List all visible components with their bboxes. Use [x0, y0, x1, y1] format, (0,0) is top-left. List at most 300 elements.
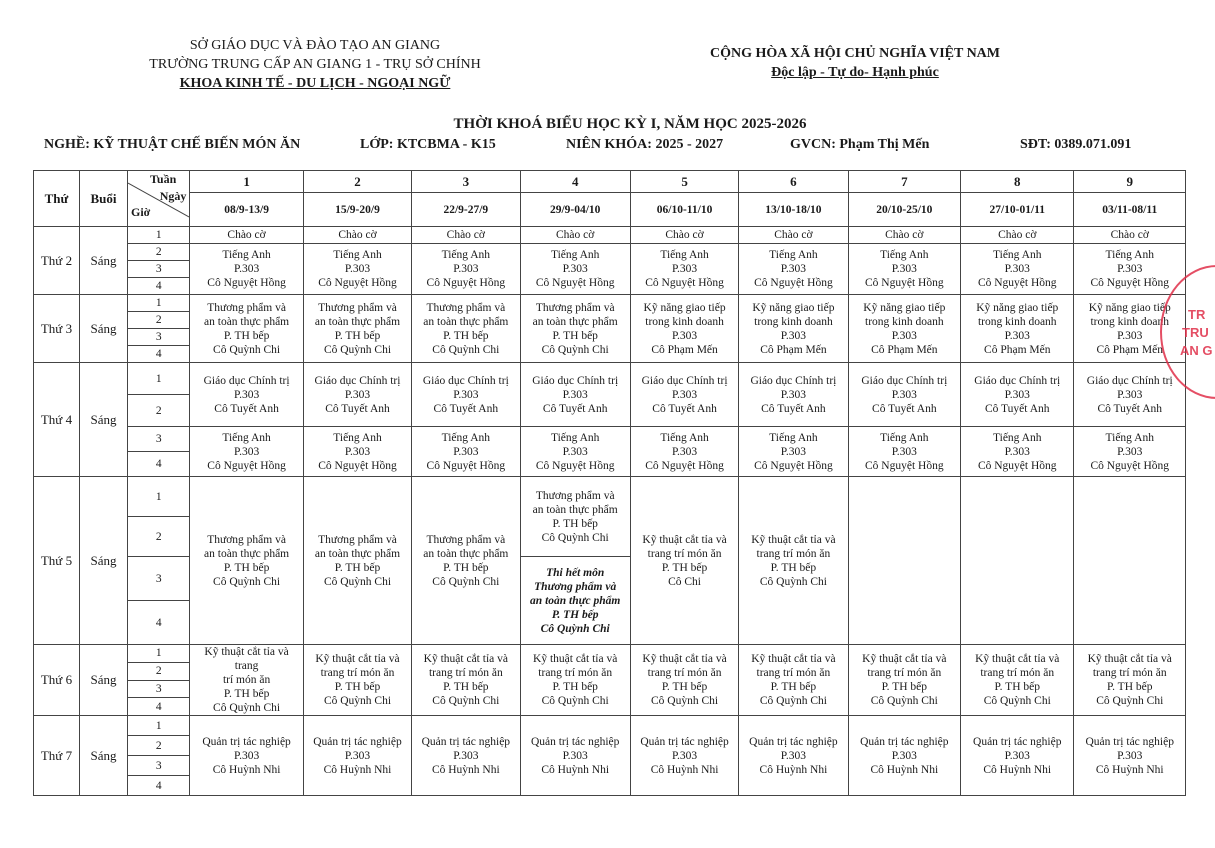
col-buoi-header: Buổi [79, 171, 127, 227]
tieng-anh-cell [190, 244, 303, 295]
cell-text-line: Tiếng Anh [333, 249, 382, 261]
cell-text-line: P. TH bếp [551, 608, 599, 621]
week-header: 4 [520, 171, 630, 193]
tieng-anh-cell [961, 427, 1074, 477]
nation-line: CỘNG HÒA XÃ HỘI CHỦ NGHĨA VIỆT NAM [709, 46, 1000, 61]
period-number: 4 [128, 278, 190, 295]
cell-text-line: Cô Quỳnh Chi [759, 575, 827, 588]
ktct-cell [848, 645, 960, 716]
cell-text-line: trang trí món ăn [756, 667, 831, 679]
period-number: 4 [128, 452, 190, 477]
cell-text-line: P.303 [453, 445, 479, 458]
cell-text-line: P.303 [671, 749, 698, 762]
cell-text-line: Tiếng Anh [660, 431, 709, 444]
cell-text-line: Giáo dục Chính trị [861, 374, 948, 387]
gdct-cell [961, 363, 1074, 427]
cell-text-line: Cô Phạm Mến [760, 343, 827, 356]
ktct-cell [739, 645, 848, 716]
cell-text-line: P.303 [780, 388, 807, 401]
cell-text-line: Giáo dục Chính trị [1086, 374, 1173, 387]
thuong-pham-cell [520, 477, 630, 557]
cell-text-line: P. TH bếp [552, 517, 598, 530]
chao-co-cell: Chào cờ [190, 227, 303, 244]
cell-text-line: P. TH bếp [661, 681, 708, 693]
cell-text-line: Kỹ thuật cắt tỉa và trang [204, 646, 289, 672]
cell-text-line: P.303 [562, 445, 588, 458]
cell-text-line: an toàn thực phẩm [530, 594, 621, 607]
cell-text-line: Kỹ năng giao tiếp [863, 301, 946, 314]
cell-text-line: Giáo dục Chính trị [532, 374, 619, 387]
cell-text-line: trang trí món ăn [538, 667, 613, 679]
cell-text-line: Giáo dục Chính trị [422, 374, 509, 387]
cell-text-line: Cô Phạm Mến [984, 343, 1051, 356]
cell-text-line: Cô Huỳnh Nhi [212, 763, 281, 776]
chao-co-cell: Chào cờ [412, 227, 520, 244]
cell-text-line: Thương phẩm và [426, 533, 506, 546]
tieng-anh-cell [303, 244, 411, 295]
ktct-cell [1074, 645, 1186, 716]
cell-text-line: P.303 [1004, 388, 1030, 401]
cell-text-line: Thương phẩm và [318, 533, 397, 546]
cell-text-line: Tiếng Anh [1105, 431, 1154, 444]
week-header: 2 [303, 171, 411, 193]
cell-text-line: P. TH bếp [223, 561, 270, 574]
cell-text-line: Quản trị tác nghiệp [973, 735, 1062, 748]
cell-text-line: Kỹ năng giao tiếp [1088, 301, 1171, 314]
cell-text-line: P.303 [891, 388, 917, 401]
cell-text-line: trang trí món ăn [320, 667, 395, 679]
cell-text-line: Tiếng Anh [660, 249, 709, 261]
cell-text-line: P.303 [671, 329, 698, 342]
qttn-cell [412, 716, 520, 796]
cell-text-line: an toàn thực phẩm [532, 315, 618, 328]
cell-text-line: Giáo dục Chính trị [974, 374, 1061, 387]
cell-text-line: Thương phẩm và [207, 533, 286, 546]
period-number: 3 [128, 557, 190, 601]
cell-text-line: P. TH bếp [334, 561, 381, 574]
cell-text-line: Cô Huỳnh Nhi [870, 763, 939, 776]
cell-text-line: P.303 [344, 263, 371, 275]
cell-text-line: Cô Nguyệt Hồng [318, 277, 397, 289]
qttn-cell [1074, 716, 1186, 796]
cell-text-line: Tiếng Anh [769, 431, 818, 444]
date-header: 27/10-01/11 [961, 193, 1074, 227]
cell-text-line: Cô Tuyết Anh [872, 402, 937, 415]
cell-text-line: P.303 [1004, 329, 1030, 342]
week-header: 3 [412, 171, 520, 193]
ktct-cell [961, 645, 1074, 716]
tieng-anh-cell [303, 427, 411, 477]
cell-text-line: Cô Tuyết Anh [542, 402, 608, 415]
motto-line: Độc lập - Tự do- Hạnh phúc [771, 65, 939, 80]
cell-text-line: Cô Quỳnh Chi [432, 343, 500, 356]
cell-text-line: Cô Nguyệt Hồng [865, 277, 944, 289]
cell-text-line: P.303 [1004, 445, 1030, 458]
cell-text-line: Tiếng Anh [880, 431, 929, 444]
cell-text-line: Cô Quỳnh Chi [432, 575, 500, 588]
period-number: 4 [128, 346, 190, 363]
cell-text-line: Cô Nguyệt Hồng [865, 459, 944, 472]
cell-text-line: P.303 [891, 445, 917, 458]
cell-text-line: Cô Nguyệt Hồng [977, 459, 1057, 472]
chao-co-cell: Chào cờ [520, 227, 630, 244]
cell-text-line: Cô Quỳnh Chi [213, 702, 281, 714]
day-label: Thứ 3 [34, 295, 80, 363]
period-number: 4 [128, 776, 190, 796]
cell-text-line: trí món ăn [222, 674, 271, 686]
cell-text-line: Cô Nguyệt Hồng [645, 459, 724, 472]
cell-text-line: P.303 [562, 263, 588, 275]
cell-text-line: Cô Nguyệt Hồng [535, 459, 615, 472]
cell-text-line: an toàn thực phẩm [314, 547, 401, 560]
cell-text-line: trang trí món ăn [647, 547, 722, 560]
cell-text-line: Kỹ thuật cắt tỉa và [423, 653, 508, 665]
cell-text-line: Cô Phạm Mến [651, 343, 718, 356]
empty-cell [848, 477, 960, 645]
ky-nang-cell [630, 295, 738, 363]
period-number: 3 [128, 261, 190, 278]
period-number: 3 [128, 756, 190, 776]
cell-text-line: P.303 [453, 388, 479, 401]
session-label: Sáng [79, 363, 127, 477]
cell-text-line: Cô Quỳnh Chi [651, 695, 719, 707]
tieng-anh-cell [412, 427, 520, 477]
tieng-anh-cell [520, 427, 630, 477]
day-label: Thứ 2 [34, 227, 80, 295]
cell-text-line: Cô Huỳnh Nhi [323, 763, 392, 776]
gdct-cell [1074, 363, 1186, 427]
thuong-pham-cell [412, 477, 520, 645]
cell-text-line: trang trí món ăn [428, 667, 503, 679]
day-label: Thứ 5 [34, 477, 80, 645]
cell-text-line: trang trí món ăn [756, 547, 831, 560]
cell-text-line: P. TH bếp [994, 681, 1040, 693]
chao-co-cell: Chào cờ [848, 227, 960, 244]
thuong-pham-cell [190, 477, 303, 645]
cell-text-line: Cô Nguyệt Hồng [535, 277, 615, 289]
header-right [660, 44, 1050, 82]
cell-text-line: Cô Tuyết Anh [984, 402, 1050, 415]
tieng-anh-cell [630, 427, 738, 477]
cell-text-line: Kỹ thuật cắt tỉa và [751, 653, 836, 665]
session-label: Sáng [79, 477, 127, 645]
gdct-cell [412, 363, 520, 427]
cell-text-line: P.303 [780, 445, 807, 458]
cell-text-line: Cô Quỳnh Chi [983, 695, 1051, 707]
info-sdt: SĐT: 0389.071.091 [1020, 137, 1132, 152]
cell-text-line: Giáo dục Chính trị [203, 374, 290, 387]
cell-text-line: P.303 [891, 749, 917, 762]
qttn-cell [739, 716, 848, 796]
chao-co-cell: Chào cờ [630, 227, 738, 244]
cell-text-line: Tiếng Anh [222, 431, 271, 444]
thuong-pham-cell [303, 477, 411, 645]
thuong-pham-cell [190, 295, 303, 363]
gdct-cell [848, 363, 960, 427]
cell-text-line: Tiếng Anh [880, 249, 929, 261]
cell-text-line: Thi hết môn [546, 566, 605, 579]
cell-text-line: Cô Quỳnh Chi [1096, 695, 1164, 707]
cell-text-line: trong kinh doanh [865, 315, 944, 328]
cell-text-line: Cô Quỳnh Chi [323, 575, 392, 588]
cell-text-line: P.303 [671, 445, 698, 458]
period-number: 3 [128, 427, 190, 452]
cell-text-line: P.303 [891, 263, 917, 275]
thuong-pham-cell [303, 295, 411, 363]
cell-text-line: Kỹ thuật cắt tỉa và [1087, 653, 1172, 665]
cell-text-line: trong kinh doanh [977, 315, 1057, 328]
qttn-cell [303, 716, 411, 796]
cell-text-line: Cô Nguyệt Hồng [207, 277, 286, 289]
cell-text-line: P. TH bếp [223, 688, 270, 700]
cell-text-line: Tiếng Anh [550, 249, 600, 261]
cell-text-line: Kỹ thuật cắt tỉa và [642, 533, 727, 546]
cell-text-line: Tiếng Anh [769, 249, 818, 261]
session-label: Sáng [79, 716, 127, 796]
cell-text-line: P.303 [1117, 329, 1143, 342]
cell-text-line: Tiếng Anh [222, 249, 271, 261]
cell-text-line: Tiếng Anh [333, 431, 382, 444]
cell-text-line: Kỹ thuật cắt tỉa và [975, 653, 1060, 665]
ky-nang-cell [848, 295, 960, 363]
chao-co-cell: Chào cờ [739, 227, 848, 244]
cell-text-line: trong kinh doanh [645, 315, 724, 328]
cell-text-line: P.303 [1004, 263, 1030, 275]
session-label: Sáng [79, 227, 127, 295]
week-header: 1 [190, 171, 303, 193]
qttn-cell [961, 716, 1074, 796]
cell-text-line: Cô Nguyệt Hồng [977, 277, 1057, 289]
cell-text-line: P. TH bếp [661, 561, 708, 574]
cell-text-line: an toàn thực phẩm [204, 547, 290, 560]
cell-text-line: trang trí món ăn [867, 667, 942, 679]
cell-text-line: Tiếng Anh [1105, 249, 1154, 261]
cell-text-line: Cô Quỳnh Chi [540, 622, 610, 635]
chao-co-cell: Chào cờ [1074, 227, 1186, 244]
period-number: 1 [128, 363, 190, 395]
cell-text-line: Cô Nguyệt Hồng [754, 459, 833, 472]
tieng-anh-cell [412, 244, 520, 295]
ktct-cell [303, 645, 411, 716]
cell-text-line: Cô Phạm Mến [871, 343, 938, 356]
info-nghe: NGHỀ: KỸ THUẬT CHẾ BIẾN MÓN ĂN [44, 137, 301, 152]
cell-text-line: trang trí món ăn [1092, 667, 1167, 679]
cell-text-line: Giáo dục Chính trị [641, 374, 728, 387]
cell-text-line: Quản trị tác nghiệp [313, 735, 402, 748]
cell-text-line: P. TH bếp [1107, 681, 1153, 693]
tieng-anh-cell [739, 244, 848, 295]
cell-text-line: P. TH bếp [334, 329, 381, 342]
day-label: Thứ 6 [34, 645, 80, 716]
cell-text-line: Cô Huỳnh Nhi [983, 763, 1052, 776]
cell-text-line: Quản trị tác nghiệp [202, 735, 291, 748]
period-number: 2 [128, 736, 190, 756]
cell-text-line: P. TH bếp [443, 681, 489, 693]
cell-text-line: Kỹ thuật cắt tỉa và [642, 653, 727, 665]
cell-text-line: P.303 [1117, 388, 1143, 401]
cell-text-line: P.303 [562, 749, 588, 762]
qttn-cell [520, 716, 630, 796]
cell-text-line: P. TH bếp [443, 561, 489, 574]
cell-text-line: Quản trị tác nghiệp [749, 735, 838, 748]
session-label: Sáng [79, 645, 127, 716]
school-line: TRƯỜNG TRUNG CẤP AN GIANG 1 - TRỤ SỞ CHÍNH [149, 57, 481, 72]
cell-text-line: Tiếng Anh [993, 431, 1042, 444]
cell-text-line: Cô Quỳnh Chi [541, 531, 609, 544]
exam-cell [520, 557, 630, 645]
cell-text-line: Cô Quỳnh Chi [323, 695, 392, 707]
corner-gio: Giờ [131, 205, 151, 219]
cell-text-line: Quản trị tác nghiệp [860, 735, 949, 748]
ktct-cell [630, 645, 738, 716]
cell-text-line: Cô Quỳnh Chi [213, 343, 281, 356]
cell-text-line: Kỹ năng giao tiếp [976, 301, 1059, 314]
cell-text-line: trong kinh doanh [754, 315, 833, 328]
page-title: THỜI KHOÁ BIỂU HỌC KỲ I, NĂM HỌC 2025-2026 [453, 116, 807, 132]
qttn-cell [630, 716, 738, 796]
period-number: 2 [128, 662, 190, 680]
cell-text-line: P. TH bếp [552, 329, 598, 342]
week-header: 5 [630, 171, 738, 193]
cell-text-line: P.303 [344, 388, 371, 401]
gdct-cell [630, 363, 738, 427]
period-number: 1 [128, 227, 190, 244]
cell-text-line: Cô Quỳnh Chi [541, 695, 609, 707]
ktct-cell [630, 477, 738, 645]
cell-text-line: Cô Quỳnh Chi [213, 575, 281, 588]
cell-text-line: P.303 [780, 263, 807, 275]
cell-text-line: Cô Tuyết Anh [761, 402, 826, 415]
empty-cell [1074, 477, 1186, 645]
cell-text-line: P. TH bếp [770, 561, 817, 574]
cell-text-line: P.303 [671, 388, 698, 401]
ktct-cell [739, 477, 848, 645]
cell-text-line: Cô Nguyệt Hồng [318, 459, 397, 472]
cell-text-line: Cô Nguyệt Hồng [1090, 277, 1170, 289]
period-number: 2 [128, 312, 190, 329]
period-number: 1 [128, 295, 190, 312]
cell-text-line: Quản trị tác nghiệp [530, 735, 620, 748]
empty-cell [961, 477, 1074, 645]
day-label: Thứ 7 [34, 716, 80, 796]
period-number: 2 [128, 395, 190, 427]
cell-text-line: Cô Nguyệt Hồng [426, 459, 506, 472]
cell-text-line: an toàn thực phẩm [423, 315, 509, 328]
cell-text-line: Tiếng Anh [441, 249, 491, 261]
cell-text-line: P. TH bếp [552, 681, 598, 693]
cell-text-line: P.303 [233, 749, 260, 762]
faculty-line: KHOA KINH TẾ - DU LỊCH - NGOẠI NGỮ [179, 76, 451, 91]
tieng-anh-cell [630, 244, 738, 295]
info-gvcn: GVCN: Phạm Thị Mến [790, 137, 930, 152]
period-number: 3 [128, 329, 190, 346]
ktct-cell [190, 645, 303, 716]
cell-text-line: Cô Huỳnh Nhi [431, 763, 500, 776]
period-number: 4 [128, 698, 190, 716]
ktct-cell [412, 645, 520, 716]
cell-text-line: Cô Chi [668, 575, 702, 588]
cell-text-line: P.303 [453, 749, 479, 762]
gdct-cell [190, 363, 303, 427]
tieng-anh-cell [1074, 244, 1186, 295]
cell-text-line: P. TH bếp [334, 681, 381, 693]
cell-text-line: P.303 [233, 263, 260, 275]
cell-text-line: Tiếng Anh [993, 249, 1042, 261]
ky-nang-cell [739, 295, 848, 363]
tieng-anh-cell [848, 244, 960, 295]
cell-text-line: Cô Nguyệt Hồng [426, 277, 506, 289]
department-line: SỞ GIÁO DỤC VÀ ĐÀO TẠO AN GIANG [189, 38, 441, 53]
cell-text-line: Quản trị tác nghiệp [421, 735, 511, 748]
week-header: 7 [848, 171, 960, 193]
cell-text-line: Thương phẩm và [318, 301, 397, 314]
period-number: 2 [128, 517, 190, 557]
cell-text-line: P.303 [671, 263, 698, 275]
info-nien-khoa: NIÊN KHÓA: 2025 - 2027 [566, 137, 724, 152]
cell-text-line: Cô Tuyết Anh [652, 402, 717, 415]
cell-text-line: trong kinh doanh [1090, 315, 1170, 328]
period-number: 3 [128, 680, 190, 698]
gdct-cell [303, 363, 411, 427]
cell-text-line: Cô Quỳnh Chi [759, 695, 827, 707]
date-header: 06/10-11/10 [630, 193, 738, 227]
thuong-pham-cell [412, 295, 520, 363]
ktct-cell [520, 645, 630, 716]
cell-text-line: Kỹ thuật cắt tỉa và [862, 653, 947, 665]
chao-co-cell: Chào cờ [961, 227, 1074, 244]
date-header: 15/9-20/9 [303, 193, 411, 227]
cell-text-line: Kỹ năng giao tiếp [752, 301, 835, 314]
cell-text-line: Tiếng Anh [441, 431, 491, 444]
cell-text-line: P.303 [344, 445, 371, 458]
cell-text-line: Cô Nguyệt Hồng [207, 459, 286, 472]
cell-text-line: Kỹ năng giao tiếp [643, 301, 726, 314]
gdct-cell [739, 363, 848, 427]
cell-text-line: Cô Huỳnh Nhi [759, 763, 828, 776]
week-header: 8 [961, 171, 1074, 193]
cell-text-line: Thương phẩm và [534, 580, 617, 593]
cell-text-line: Thương phẩm và [426, 301, 506, 314]
cell-text-line: Kỹ thuật cắt tỉa và [533, 653, 618, 665]
cell-text-line: P.303 [780, 749, 807, 762]
cell-text-line: Cô Quỳnh Chi [541, 343, 609, 356]
date-header: 13/10-18/10 [739, 193, 848, 227]
date-header: 20/10-25/10 [848, 193, 960, 227]
cell-text-line: Cô Phạm Mến [1096, 343, 1163, 356]
cell-text-line: P.303 [453, 263, 479, 275]
cell-text-line: P.303 [1004, 749, 1030, 762]
info-lop: LỚP: KTCBMA - K15 [360, 137, 496, 152]
cell-text-line: Cô Quỳnh Chi [870, 695, 938, 707]
cell-text-line: Cô Nguyệt Hồng [645, 277, 724, 289]
cell-text-line: Kỹ thuật cắt tỉa và [315, 653, 400, 665]
period-number: 4 [128, 601, 190, 645]
session-label: Sáng [79, 295, 127, 363]
qttn-cell [190, 716, 303, 796]
corner-header [128, 171, 190, 227]
cell-text-line: Cô Huỳnh Nhi [1095, 763, 1164, 776]
cell-text-line: Cô Tuyết Anh [1097, 402, 1163, 415]
cell-text-line: P. TH bếp [881, 681, 928, 693]
tieng-anh-cell [739, 427, 848, 477]
thuong-pham-cell [520, 295, 630, 363]
col-thu-header: Thứ [34, 171, 80, 227]
cell-text-line: P.303 [233, 388, 260, 401]
cell-text-line: P.303 [233, 445, 260, 458]
cell-text-line: P. TH bếp [443, 329, 489, 342]
period-number: 1 [128, 645, 190, 663]
date-header: 03/11-08/11 [1074, 193, 1186, 227]
